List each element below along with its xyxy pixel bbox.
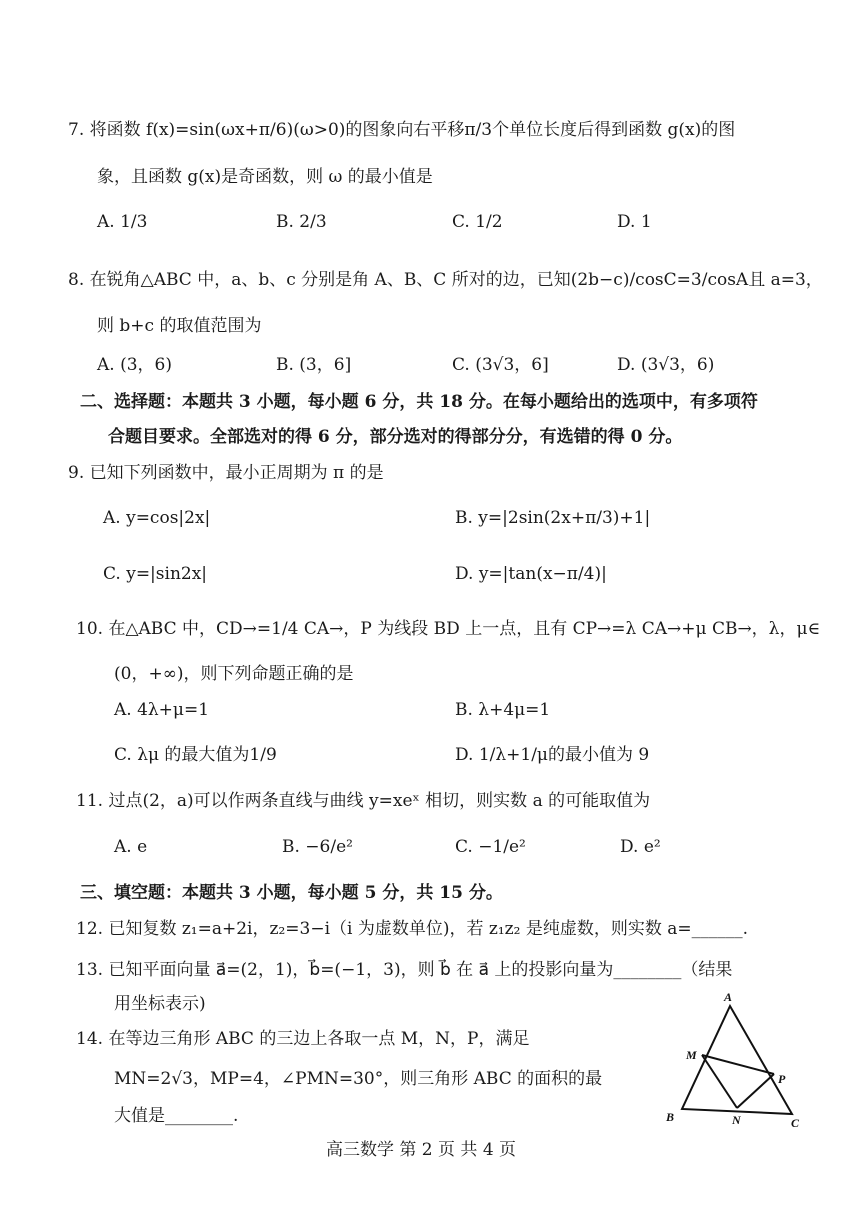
- q7-line1: 7. 将函数 f(x)=sin(ωx+π/6)(ω>0)的图象向右平移π/3个单位长度后得到函数 g(x)的图: [68, 120, 736, 140]
- q11-option-d: D. e²: [620, 837, 661, 857]
- q8-option-d: D. (3√3，6): [617, 355, 715, 375]
- q10-option-b: B. λ+4μ=1: [455, 700, 551, 720]
- q11-option-b: B. −6/e²: [282, 837, 353, 857]
- triangle-figure: [660, 990, 810, 1130]
- q7-option-b: B. 2/3: [276, 212, 327, 232]
- q7-option-a: A. 1/3: [97, 212, 148, 232]
- q11-option-c: C. −1/e²: [455, 837, 526, 857]
- q8-option-c: C. (3√3，6]: [452, 355, 549, 375]
- q8-line2: 则 b+c 的取值范围为: [97, 316, 262, 336]
- vertex-label-a: A: [724, 990, 733, 1004]
- q11-stem: 11. 过点(2，a)可以作两条直线与曲线 y=xeˣ 相切，则实数 a 的可能取值为: [76, 791, 651, 811]
- section3-heading: 三、填空题：本题共 3 小题，每小题 5 分，共 15 分。: [80, 883, 503, 903]
- q12-stem: 12. 已知复数 z₁=a+2i，z₂=3−i（i 为虚数单位)，若 z₁z₂ 是纯虚数，则实数 a=______.: [76, 919, 749, 939]
- q10-line1: 10. 在△ABC 中，CD→=1/4 CA→，P 为线段 BD 上一点，且有 CP→=λ CA→+μ CB→，λ，μ∈: [76, 619, 821, 639]
- q7-line2: 象，且函数 g(x)是奇函数，则 ω 的最小值是: [97, 167, 433, 187]
- point-label-m: M: [686, 1048, 697, 1062]
- q14-line2: MN=2√3，MP=4，∠PMN=30°，则三角形 ABC 的面积的最: [114, 1069, 603, 1089]
- q8-option-a: A. (3，6): [97, 355, 172, 375]
- vertex-label-c: C: [791, 1116, 800, 1130]
- vertex-label-b: B: [666, 1110, 675, 1124]
- q8-option-b: B. (3，6]: [276, 355, 352, 375]
- point-label-p: P: [778, 1072, 786, 1086]
- q13-line1: 13. 已知平面向量 a⃗=(2，1)，b⃗=(−1，3)，则 b⃗ 在 a⃗ 上的投影向量为________（结果: [76, 960, 733, 980]
- q13-line2: 用坐标表示): [114, 994, 206, 1014]
- q10-line2: (0，+∞)，则下列命题正确的是: [114, 664, 354, 684]
- q9-option-a: A. y=cos|2x|: [103, 508, 211, 528]
- q9-option-b: B. y=|2sin(2x+π/3)+1|: [455, 508, 651, 528]
- q7-option-c: C. 1/2: [452, 212, 503, 232]
- point-label-n: N: [732, 1113, 741, 1127]
- q9-option-c: C. y=|sin2x|: [103, 564, 208, 584]
- q14-line3: 大值是________.: [114, 1106, 239, 1126]
- q10-option-c: C. λμ 的最大值为1/9: [114, 745, 277, 765]
- triangle-abc: [682, 1006, 792, 1114]
- q9-option-d: D. y=|tan(x−π/4)|: [455, 564, 607, 584]
- q10-option-d: D. 1/λ+1/μ的最小值为 9: [455, 745, 650, 765]
- page-footer: 高三数学 第 2 页 共 4 页: [326, 1140, 517, 1160]
- q11-option-a: A. e: [114, 837, 148, 857]
- segment-np: [737, 1074, 774, 1108]
- q10-option-a: A. 4λ+μ=1: [114, 700, 210, 720]
- section2-heading-line1: 二、选择题：本题共 3 小题，每小题 6 分，共 18 分。在每小题给出的选项中，有多项符: [80, 392, 758, 412]
- q9-stem: 9. 已知下列函数中，最小正周期为 π 的是: [68, 463, 384, 483]
- q8-line1: 8. 在锐角△ABC 中，a、b、c 分别是角 A、B、C 所对的边，已知(2b−c)/cosC=3/cosA且 a=3，: [68, 270, 823, 290]
- q7-option-d: D. 1: [617, 212, 652, 232]
- section2-heading-line2: 合题目要求。全部选对的得 6 分，部分选对的得部分分，有选错的得 0 分。: [108, 427, 683, 447]
- q14-line1: 14. 在等边三角形 ABC 的三边上各取一点 M，N，P，满足: [76, 1029, 530, 1049]
